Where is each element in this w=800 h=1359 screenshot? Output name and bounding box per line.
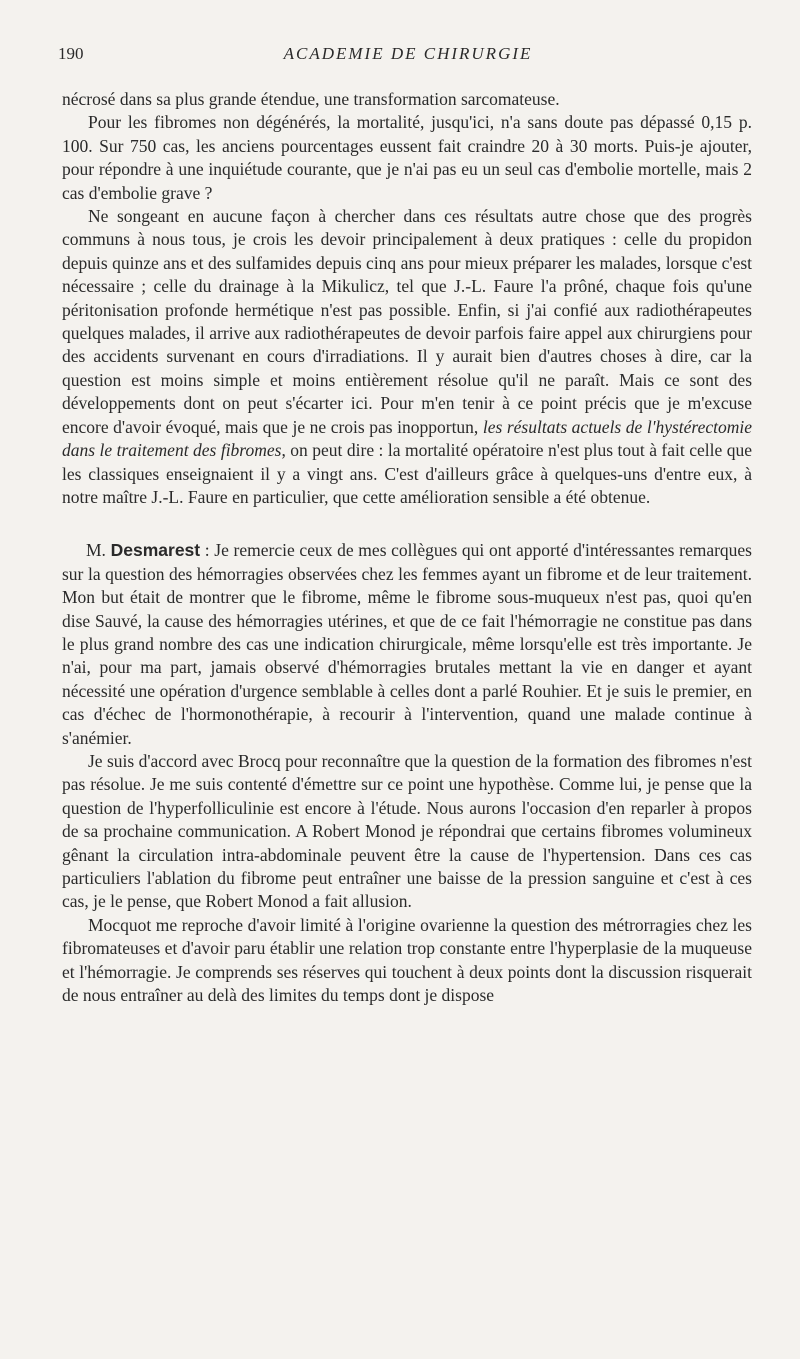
paragraph-brocq: Je suis d'accord avec Brocq pour reconnaître que la question de la formation des fibromes n'est pas résolue. Je me suis contenté d'émettre sur ce point une hypothèse. Comme lui, je pense que la question de l'hyperfolliculinie est encore à l'étude. Nous aurons l'occasion d'en reparler à propos de sa prochaine communication. A Robert Monod je répondrai que certains fibromes volumineux gênant la circulation intra-abdominale peuvent être la cause de l'hypertension. Dans ces cas particuliers l'ablation du fibrome peut entraîner une baisse de la pression sanguine et c'est à ces cas, je le pense, que Robert Monod a fait allusion. <box>62 750 752 912</box>
paragraph-mortality: Pour les fibromes non dégénérés, la mortalité, jusqu'ici, n'a sans doute pas dépassé 0,15 p. 100. Sur 750 cas, les anciens pourcentages eussent fait craindre 20 à 30 morts. Puis-je ajouter, pour répondre à une inquiétude courante, que je n'ai pas eu un seul cas d'embolie mortelle, mais 2 cas d'embolie grave ? <box>62 112 752 203</box>
paragraph-text: : Je remercie ceux de mes collègues qui ont apporté d'intéressantes remarques sur la question des hémorragies observées chez les femmes ayant un fibrome et de leur traitement. Mon but était de montrer que le fibrome, même le fibrome sous-muqueux n'est pas, quoi qu'en dise Sauvé, la cause des hémorragies utérines, et que de ce fait l'hémorragie ne constitue pas dans le plus grand nombre des cas une indication chirurgicale, même lorsqu'elle est très importante. Je n'ai, pour ma part, jamais observé d'hémorragies brutales mettant la vie en danger et ayant nécessité une opération d'urgence semblable à celles dont a parlé Rouhier. Et je suis le premier, en cas d'échec de l'hormonothérapie, à recourir à l'intervention, quand une malade continue à s'anémier. <box>62 540 752 748</box>
running-head: ACADEMIE DE CHIRURGIE <box>283 44 533 63</box>
paragraph-desmarest <box>62 539 752 750</box>
page-number: 190 <box>58 44 84 63</box>
speaker-name: Desmarest <box>110 540 201 561</box>
paragraph-text: , on peut dire : la mortalité opératoire n'est plus tout à fait celle que les classiques enseignaient il y a vingt ans. C'est d'ailleurs grâce à quelques-uns d'entre eux, à notre maître J.-L. Faure en particulier, que cette amélioration sensible a été obtenue. <box>62 440 752 507</box>
paragraph-practices <box>62 205 752 509</box>
paragraph-text: Ne songeant en aucune façon à chercher dans ces résultats autre chose que des progrès communs à nous tous, je crois les devoir principalement à deux pratiques : celle du propidon depuis quinze ans et des sulfamides depuis cinq ans pour mieux préparer les malades, lorsque c'est nécessaire ; celle du drainage à la Mikulicz, tel que J.-L. Faure l'a prôné, chaque fois qu'une péritonisation profonde hermétique n'est pas possible. Enfin, si j'ai confié aux radiothérapeutes quelques malades, il arrive aux radiothérapeutes de devoir parfois faire appel aux chirurgiens pour des accidents survenant en cours d'irradiations. Il y aurait bien d'autres choses à dire, car la question est moins simple et moins entièrement résolue qu'il ne paraît. Mais ce sont des développements dont on peut s'écarter ici. Pour m'en tenir à ce point précis que je m'excuse encore d'avoir évoqué, mais que je ne crois pas inopportun, <box>62 206 752 437</box>
page-header <box>58 44 758 66</box>
body-text <box>62 88 752 1007</box>
speaker-prefix: M. <box>86 540 111 561</box>
paragraph-mocquot: Mocquot me reproche d'avoir limité à l'origine ovarienne la question des métrorragies chez les fibromateuses et d'avoir paru établir une relation trop constante entre l'hyperplasie de la muqueuse et l'hémorragie. Je comprends ses réserves qui touchent à deux points dont la discussion risquerait de nous entraîner au delà des limites du temps dont je dispose <box>62 914 752 1006</box>
paragraph-continuation: nécrosé dans sa plus grande étendue, une transformation sarcomateuse. <box>62 89 560 109</box>
italic-phrase: les résultats actuels de l'hystérectomie dans le traitement des fibromes <box>62 416 752 461</box>
